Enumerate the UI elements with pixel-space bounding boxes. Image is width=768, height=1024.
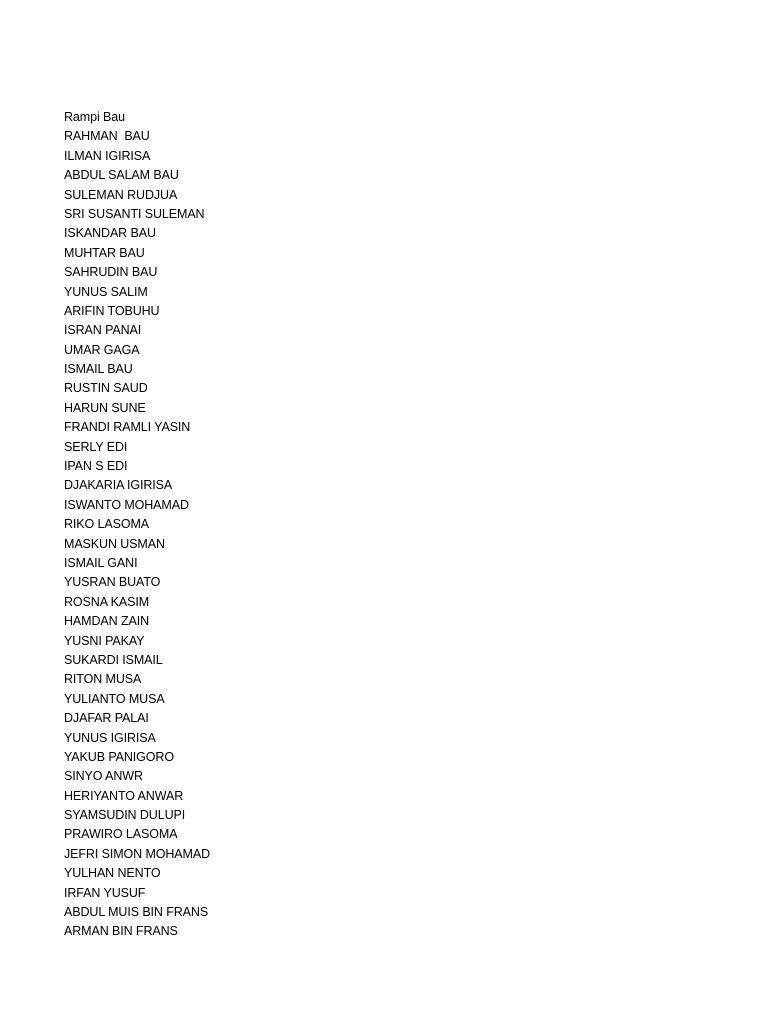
list-item: ROSNA KASIM xyxy=(64,594,150,609)
list-item: RITON MUSA xyxy=(64,672,142,687)
list-item: SRI SUSANTI SULEMAN xyxy=(64,206,205,221)
list-item: ABDUL MUIS BIN FRANS xyxy=(64,905,209,920)
list-item: RUSTIN SAUD xyxy=(64,381,148,396)
list-title: Rampi Bau xyxy=(64,110,125,124)
list-item: MUHTAR BAU xyxy=(64,245,145,260)
list-item: YULHAN NENTO xyxy=(64,866,161,881)
list-item: SULEMAN RUDJUA xyxy=(64,187,178,202)
list-item: SINYO ANWR xyxy=(64,769,143,784)
list-item: ISMAIL GANI xyxy=(64,555,138,570)
list-item: PRAWIRO LASOMA xyxy=(64,827,178,842)
name-list xyxy=(64,108,210,942)
list-item: DJAKARIA IGIRISA xyxy=(64,478,173,493)
list-item: YUNUS SALIM xyxy=(64,284,148,299)
list-item: HERIYANTO ANWAR xyxy=(64,788,184,803)
list-item: JEFRI SIMON MOHAMAD xyxy=(64,846,211,861)
list-item: ARIFIN TOBUHU xyxy=(64,303,160,318)
list-item: SERLY EDI xyxy=(64,439,128,454)
list-item: YULIANTO MUSA xyxy=(64,691,165,706)
list-item: YUSNI PAKAY xyxy=(64,633,145,648)
list-item: YAKUB PANIGORO xyxy=(64,749,174,764)
list-item: IPAN S EDI xyxy=(64,459,128,474)
list-item: RAHMAN BAU xyxy=(64,129,150,144)
list-item: ISKANDAR BAU xyxy=(64,226,156,241)
list-item: SAHRUDIN BAU xyxy=(64,265,158,280)
list-item: IRFAN YUSUF xyxy=(64,885,146,900)
list-item: SUKARDI ISMAIL xyxy=(64,652,163,667)
list-item: ISMAIL BAU xyxy=(64,362,133,377)
list-item: SYAMSUDIN DULUPI xyxy=(64,808,186,823)
list-item: ARMAN BIN FRANS xyxy=(64,924,178,939)
list-item: UMAR GAGA xyxy=(64,342,140,357)
list-item: FRANDI RAMLI YASIN xyxy=(64,420,191,435)
list-item: DJAFAR PALAI xyxy=(64,711,149,726)
list-item: ABDUL SALAM BAU xyxy=(64,168,179,183)
list-item: RIKO LASOMA xyxy=(64,517,150,532)
list-item: ILMAN IGIRISA xyxy=(64,148,151,163)
list-item: HAMDAN ZAIN xyxy=(64,614,150,629)
list-item: YUSRAN BUATO xyxy=(64,575,161,590)
list-item: HARUN SUNE xyxy=(64,400,146,415)
list-item: MASKUN USMAN xyxy=(64,536,165,551)
list-item: ISRAN PANAI xyxy=(64,323,142,338)
list-item: ISWANTO MOHAMAD xyxy=(64,497,189,512)
list-item: YUNUS IGIRISA xyxy=(64,730,156,745)
